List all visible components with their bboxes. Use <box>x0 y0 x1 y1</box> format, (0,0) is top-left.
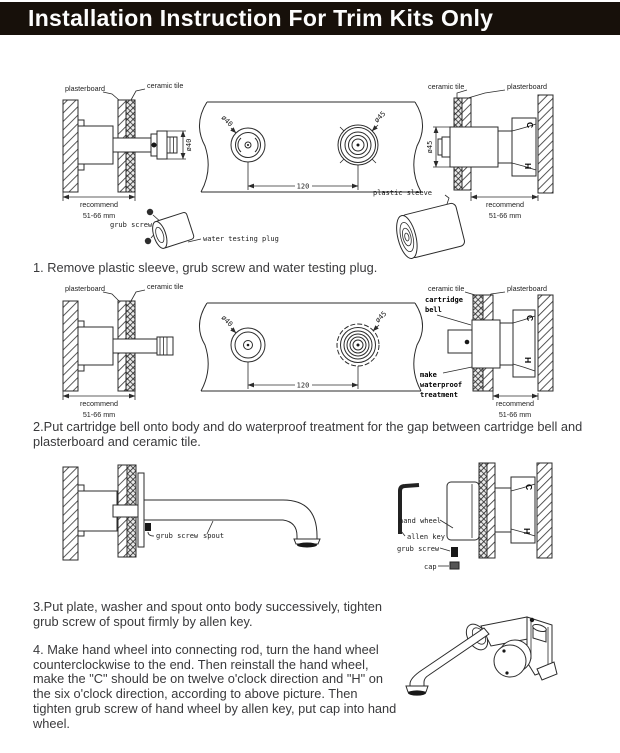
cartridge-bell-label-1: cartridge <box>425 296 463 304</box>
cap-label: cap <box>424 563 437 571</box>
diagram-step1 <box>55 78 590 260</box>
hand-wheel <box>447 482 479 540</box>
grub-screw-label: grub screw <box>110 221 153 229</box>
diagram-step2 <box>55 281 590 419</box>
dim-120: 120 <box>296 182 310 191</box>
mark-h: H <box>523 356 533 364</box>
spout-outlet <box>297 543 317 548</box>
dia40-side-dim: ø40 <box>185 138 193 152</box>
ceramic-tile-label: ceramic tile <box>147 81 184 90</box>
recommend-label-right: recommend <box>486 200 524 209</box>
step2-right-wall-section <box>420 284 553 419</box>
water-testing-plug-label: water testing plug <box>203 235 279 243</box>
dim-120: 120 <box>296 381 310 390</box>
plasterboard-label: plasterboard <box>65 84 105 93</box>
grub-screw-label: grub screw <box>156 532 199 540</box>
step3-spout-section <box>63 465 320 560</box>
grub-screw-dot <box>152 143 157 148</box>
recommend-mm-label: 51-66 mm <box>82 211 116 220</box>
dia45-side-dim: ø45 <box>426 140 434 154</box>
water-testing-plug <box>150 212 195 250</box>
mark-h: H <box>523 162 533 170</box>
diagram-step3 <box>55 455 590 605</box>
assembled-faucet <box>406 617 557 696</box>
recommend-label: recommend <box>80 200 118 209</box>
cartridge-bell-label-2: bell <box>425 306 442 314</box>
waterproof-label-1: make <box>420 371 437 379</box>
step2-front-panel <box>199 303 422 391</box>
wheel-grub-screw <box>451 547 458 557</box>
recommend-label-right: recommend <box>496 399 534 408</box>
step1-right-wall-section <box>426 82 553 220</box>
hand-wheel-label: hand wheel <box>399 517 442 525</box>
allen-key <box>400 485 419 534</box>
cartridge-bell-front <box>337 324 379 366</box>
dia45-dim: ø45 <box>372 109 388 125</box>
cap <box>450 562 459 569</box>
plasterboard-label-right: plasterboard <box>507 284 547 293</box>
spout-iso <box>410 628 489 686</box>
page-title: Installation Instruction For Trim Kits Only <box>0 2 620 35</box>
plastic-sleeve-label: plastic sleeve <box>373 189 433 197</box>
step1-front-panel <box>199 102 422 192</box>
port-40 <box>231 128 265 162</box>
recommend-label: recommend <box>80 399 118 408</box>
wall-plate <box>138 473 144 547</box>
step3-text: 3.Put plate, washer and spout onto body successively, tighten grub screw of spout firmly by allen key. <box>33 599 383 629</box>
plasterboard-label: plasterboard <box>65 284 105 293</box>
grub-screw-2 <box>145 238 151 244</box>
waterproof-label-2: waterproof <box>420 381 463 389</box>
step3-handwheel-section <box>397 463 552 571</box>
spout-outlet-iso <box>408 690 426 695</box>
assembled-faucet-isometric <box>365 612 615 753</box>
dia40-dim: ø40 <box>219 313 235 329</box>
mark-c: C <box>524 483 534 491</box>
hand-wheel-iso <box>494 645 526 677</box>
ceramic-tile-label-right: ceramic tile <box>428 82 465 91</box>
step4-text: 4. Make hand wheel into connecting rod, turn the hand wheel counterclockwise to the end. Then reinstall the hand wheel, make the "C" should be on twelve o'clock direction and "H" on the six o'clock direction, according to above picture. Then tighten grub screw of hand wheel by allen key, put cap into hand wheel. <box>33 642 397 731</box>
step2-left-wall-section <box>63 282 183 419</box>
plastic-sleeve <box>373 189 466 261</box>
step1-text: 1. Remove plastic sleeve, grub screw and water testing plug. <box>33 260 378 275</box>
recommend-mm-label-right: 51-66 mm <box>488 211 522 220</box>
mark-c: C <box>525 121 535 129</box>
port-40 <box>231 328 265 362</box>
ceramic-tile-label: ceramic tile <box>147 282 184 291</box>
mark-c: C <box>525 314 535 322</box>
plasterboard-label-right: plasterboard <box>507 82 547 91</box>
mark-h: H <box>522 527 532 535</box>
waterproof-label-3: treatment <box>420 391 458 399</box>
spout-label: spout <box>203 532 225 540</box>
recommend-mm-label-right: 51-66 mm <box>498 410 532 419</box>
dia40-dim: ø40 <box>219 113 235 129</box>
ceramic-tile-label-right: ceramic tile <box>428 284 465 293</box>
grub-screw-dot <box>465 340 470 345</box>
dia45-dim: ø45 <box>373 309 389 325</box>
recommend-mm-label: 51-66 mm <box>82 410 116 419</box>
grub-screw-plug-group <box>110 209 279 250</box>
grub-screw-label-2: grub screw <box>397 545 440 553</box>
spout-grub-screw <box>145 523 151 531</box>
allen-key-label: allen key <box>407 533 445 541</box>
grub-screw-1 <box>147 209 153 215</box>
step1-left-wall-section <box>63 81 193 220</box>
cartridge-bell-side <box>472 320 500 368</box>
step2-text: 2.Put cartridge bell onto body and do waterproof treatment for the gap between cartridge bell and plasterboard and ceramic tile. <box>33 419 583 449</box>
